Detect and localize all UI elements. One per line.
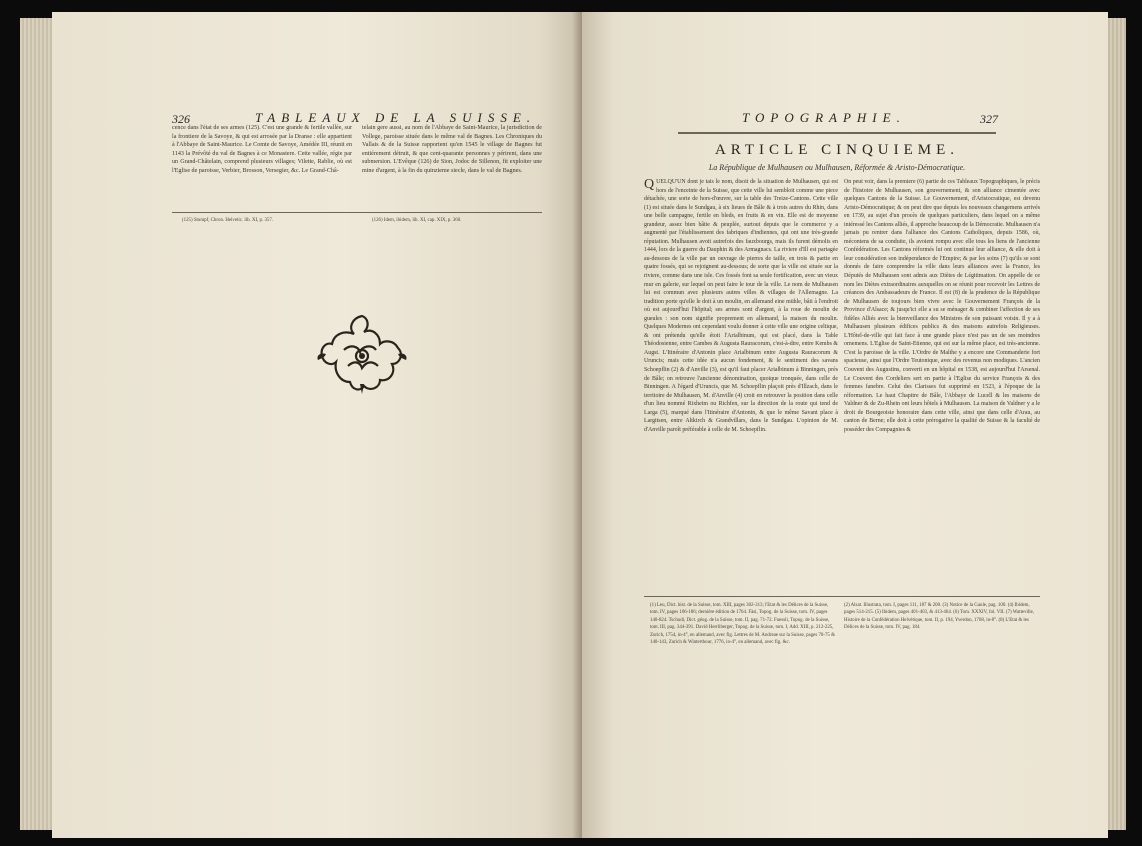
page-stack-right (1106, 18, 1126, 830)
footnote-125: (125) Stumpf, Chron. Helvetic. lib. XI, p. 357. (182, 218, 274, 223)
text-column-1 (644, 178, 838, 434)
right-page (582, 12, 1108, 838)
text-column-2: On peut voir, dans la premiere (6) partie de ces Tableaux Topographiques, le précis de l'histoire de Mulhausen, son gouvernement, & son alliance cimentée avec quelques Cantons de la Suisse. Le Gouvernement, d'Aristocratique, est devenu Aristo-Démocratique; & on peut dire que depuis les nouveaux changemens arrivés en 1739, au sujet d'un procès de quelques particuliers, dans lequel on a même intéressé les Cantons alliés, il approche beaucoup de la Démocratie. Mulhausen n'a jamais pu rentrer dans l'alliance des Cantons Catholiques, depuis 1586, où, mécontens de sa conduite, ils avoient rompu avec elle tous les liens de l'ancienne Confédération. Les Cantons réformés lui ont continué leur alliance, & elle doit à leur considération son indépendance de l'Empire; & par les soins (7) qu'ils se sont donnés de faire comprendre la ville dans leurs alliances avec la France, les Députés de Mulhausen sont admis aux Diètes de Légitimation. On appelle de ce nom les Diètes extraordinaires auxquelles on se réunit pour recevoir les Lettres de créances des Ambassadeurs de France. Il est (8) de la prudence de la République de Mulhausen de toujours bien vivre avec le Gouvernement François de la Province d'Alsace; & jusqu'ici elle a su se ménager & combiner l'affection de ses fidèles Alliés avec la bienveillance des Ministres de son puissant voisin. Il y a à Mulhausen plusieurs édifices publics & des maisons autrefois Religieuses. L'Hôtel-de-ville qui fait face à une grande place n'est pas un de ses moindres ornemens. L'Eglise de Saint-Etienne, qui est sur la même place, est très-ancienne. C'est la paroisse de la ville. L'Ordre de Malthe y a encore une Commanderie fort spacieuse, ainsi que l'Ordre Teutonique, avec des revenus non modiques. L'ancien Couvent des Augustins, converti en un hôpital en 1538, est aujourd'hui l'Arsenal. Le Couvent des Cordeliers sert en partie à l'Eglise du service François & des femmes fanebre. Celui des Clarisses fut supprimé en 1523, à l'époque de la réformation. Le haut Chapitre de Bâle, l'Abbaye de Lucell & les maisons de Valdner & de Zu-Rhein ont leurs hôtels à Mulhausen. La maison de Valdner y a le droit de Bourgeoisie honoraire dans cette ville, ainsi que dans celle d'Arau, au canton de Berne; elle doit à cette prérogative la qualité de Suisse & la faculté de posséder des Compagnies & (844, 179, 1040, 433)
drop-cap: Q (644, 177, 655, 192)
footnote-rule (172, 212, 542, 213)
footnote-rule (644, 596, 1040, 597)
article-title: ARTICLE CINQUIEME. (714, 142, 960, 158)
column-1-text: UELQU'UN dont je tais le nom, disoit de la situation de Mulhausen, qui est hors de l'enceinte de la Suisse, que cette ville lui sembloit comme une piece détachée, une sorte de hors-d'œuvre, sur la table des Treize-Cantons. Cette ville (1) est située dans le Sundgau, à six lieues de Bâle & à trois autres du Rhin, dans une belle campagne, fertile en bleds, en fruits & en vin. Elle est de moyenne grandeur, assez bien bâtie & peuplée, surtout depuis que le commerce y a augmenté par l'établissement des fabriques d'indiennes, qui ont une très-grande réputation. Mulhausen avoit autrefois des fauxbourgs, mais ils furent démolis en 1444, lors de la guerre du Dauphin & des Armagnacs. La riviere d'Ill est partagée au-dessous de la ville par un ouvrage de pierres de taille, en trois & partie en quatre fossés, qui se rejoignent au-dessous; de sorte que la ville est située sur la riviere, comme dans une isle. Ces fossés font sa seule fortification, avec un vieux mur en galerie, sur lequel on peut faire le tour de la ville. Le nom de Mulhausen lui est commun avec plusieurs autres villes & villages de l'Allemagne. La tradition porte qu'elle le doit à un moulin, en allemand eine mühle, bâti à l'endroit où est aujourd'hui l'hôpital; ses armes sont d'argent, à la roue de moulin de gueules : son nom signifie proprement en allemand, la maison du moulin. Quelques Modernes ont cependant voulu donner à cette ville une origine celtique, & ont prétendu qu'elle étoit l'Arialbinum, qui est placé, dans la Table Théodosienne, entre Cambes & Augusta Rauracorum, c'est-à-dire, entre Kembs & Augst. L'Itinéraire d'Antonin place Arialbinum entre Augusta Rauracorum & Uruncis; mais cette idée n'a aucun fondement, & le sentiment des savans Schoepflin (2) & d'Anville (3), est qu'il faut placer Arialbinum à Binningen, près de Bâle; on retrouve l'ancienne dénomination, quoique tronquée, dans celle de Binningen. A l'égard d'Uruncis, que M. Schoepflin plaçoit près d'Illzach, dans le territoire de Mulhausen, M. d'Anville (4) croit en retrouver la position dans celle d'un lieu nommé Rixheim ou Richfen, sur la direction de la route qui tend de Larga (5), marqué dans l'Itinéraire d'Antonin, & que le même Savant place à Largitsen, entre Altkirch & Grandvillars, dans le Sundgau. L'opinion de M. d'Anville paroît préférable à celle de M. Schoepflin. (644, 179, 838, 433)
header-rule (678, 132, 996, 134)
text-column-2: telain gere aussi, au nom de l'Abbaye de Saint-Maurice, la jurisdiction de Vollege, paroisse située dans le même val de Bagnes. Les Chroniques du Vallais & de la Suisse rapportent qu'en 1545 le village de Bagnes fut entiérement détruit, & que cent-quarante personnes y périrent, dans une submersion. L'Evêque (126) de Sion, Jodoc de Sillenon, fit exploiter une mine d'argent, à la fin du quinzieme siecle, dans le val de Bagnes. (362, 125, 542, 174)
footnote-126: (126) Idem, ibidem, lib. XI, cap. XIX, p. 360. (372, 218, 462, 223)
book-spread (20, 12, 1126, 838)
text-column-1: cence dans l'état de ses armes (125). C'est une grande & fertile vallée, sur la frontiere de la Savoye, & qui est arrosée par la Dranse : elle appartient à l'Abbaye de Saint-Maurice. Le Comte de Savoye, Amédée III, réunit en 1143 la Prévôté du val de Bagnes à ce Monastere. Cette vallée, régie par un Grand-Châtelain, comprend plusieurs villages; Vilette, Rablie, où est l'Eglise de paroisse, Verbier, Brosson, Versegier, &c. Le Grand-Châ- (172, 125, 352, 174)
left-page (52, 12, 582, 838)
article-subtitle: La République de Mulhausen ou Mulhausen, Réformée & Aristo-Démocratique. (708, 163, 966, 172)
folio: 327 (980, 112, 998, 126)
running-head: TOPOGRAPHIE. (742, 110, 906, 125)
ornament-vignette (314, 310, 410, 396)
folio: 326 (172, 112, 190, 126)
footnotes-column-2: (2) Alsat. Illustrata, tom. I, pages 111, 187 & 200. (3) Notice de la Gaule, pag. 100. (4) Ibidem, pages 514-215. (5) Ibidem, pages 401-403, & 413-464. (6) Tom. XXXIV, fol. VII. (7) Watteville, Histoire de la Confédération Helvétique, tom. II, p. 194, Yverdon, 1768, in-8°. (8) L'Etat & les Délices de la Suisse, tom. IV, pag. 184. (844, 603, 1035, 631)
running-head: TABLEAUX DE LA SUISSE. (255, 110, 537, 125)
footnotes-column-1: (1) Leu, Dict. hist. de la Suisse, tom. XIII, pages 302-313; l'Etat & les Délices de la Suisse, tom. IV, pages 166-186; dernière édition de 1764. Fäsi, Topog. de la Suisse, tom. IV, pages 140-824. Tschudi, Dict. géog. de la Suisse, tom. II, pag. 71-72. Fuessli, Topog. de la Suisse, tom. III, pag. 344-391. David Herrliberger, Topog. de la Suisse, tom. I, Add. XIII, p. 212-225, Zurich, 1754, in-4°, en allemand, avec fig. Lettres de M. Andreae sur la Suisse, pages 70-75 & 140-143, Zurich & Winterthour, 1776, in-4°, en allemand, avec fig. &c. (650, 603, 835, 646)
